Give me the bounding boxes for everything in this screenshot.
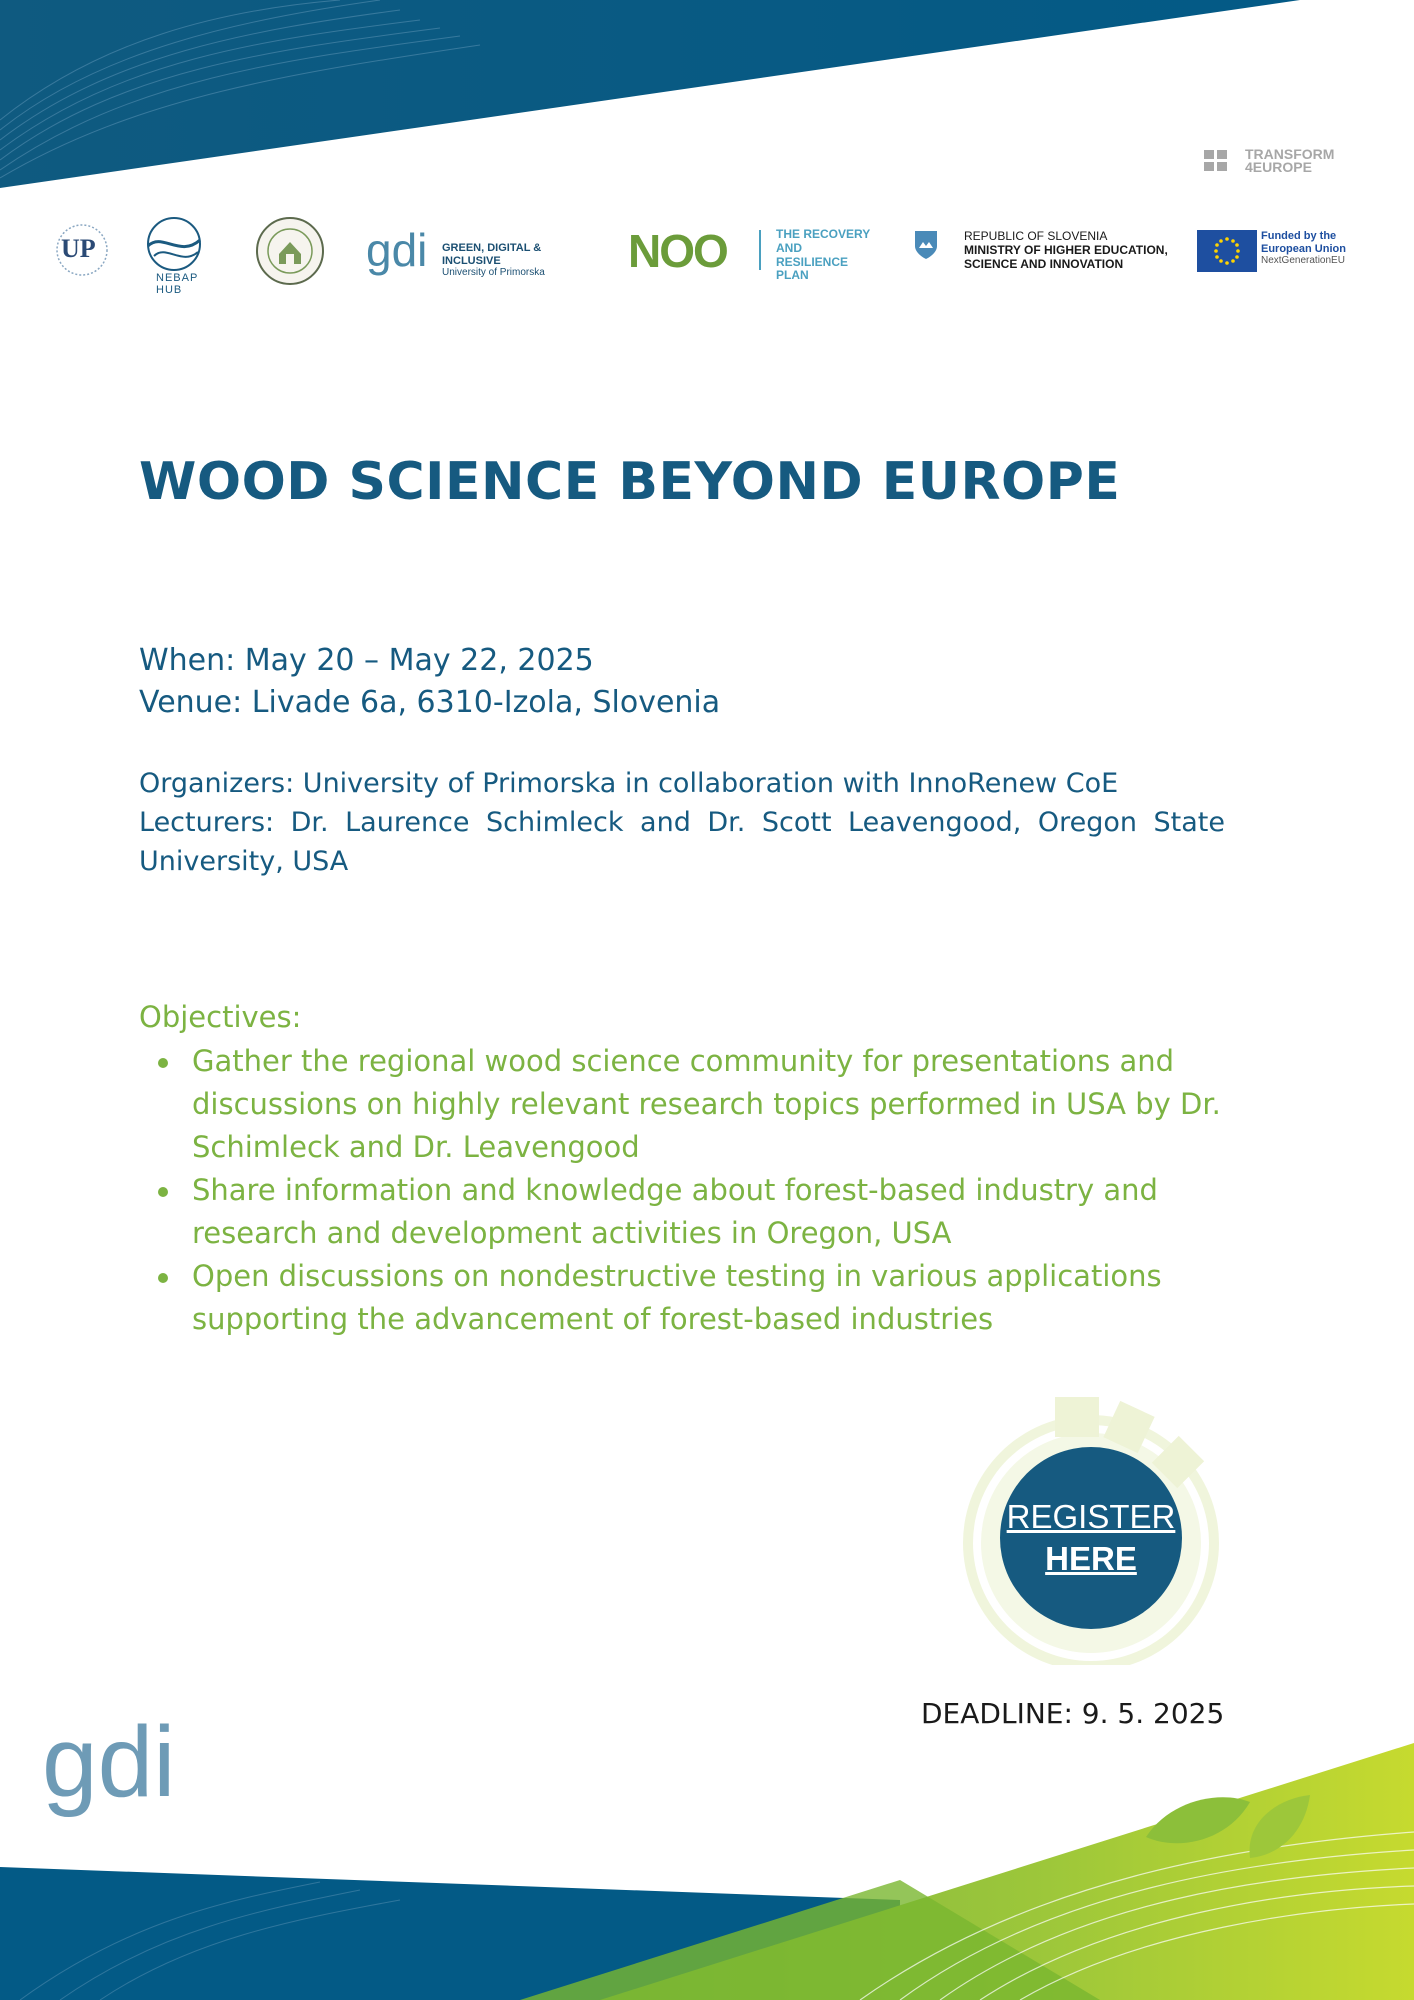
slovenia-coat-of-arms-icon	[914, 230, 938, 260]
eu-line2: European Union	[1261, 242, 1346, 255]
event-venue: Venue: Livade 6a, 6310-Izola, Slovenia	[139, 685, 721, 720]
organizers-text: Organizers: University of Primorska in collaboration with InnoRenew CoE	[139, 768, 1119, 799]
eu-line3: NextGenerationEU	[1261, 255, 1345, 267]
up-letters: UP	[61, 234, 96, 263]
gdi-header-logo	[366, 224, 598, 284]
noo-line1: THE RECOVERY	[776, 227, 871, 241]
lecturers-text: Lecturers: Dr. Laurence Schimleck and Dr. Scott Leavengood, Oregon State University, USA	[139, 807, 1225, 877]
transform-line2: 4EUROPE	[1245, 159, 1312, 175]
register-line1: REGISTER	[1006, 1498, 1176, 1535]
objective-item: Gather the regional wood science community for presentations and discussions on highly relevant research topics performed in USA by Dr. Schimleck and Dr. Leavengood	[139, 1040, 1225, 1169]
transform-line1: TRANSFORM	[1245, 146, 1335, 162]
event-date: When: May 20 – May 22, 2025	[139, 643, 594, 678]
ministry-line2: MINISTRY OF HIGHER EDUCATION,	[964, 242, 1168, 257]
eu-funding-logo	[1197, 230, 1357, 274]
register-button[interactable]	[1000, 1447, 1182, 1629]
register-line2: HERE	[1045, 1540, 1137, 1577]
registration-deadline: DEADLINE: 9. 5. 2025	[921, 1697, 1225, 1730]
footer-wave-band	[0, 1740, 1414, 2000]
objectives-heading: Objectives:	[139, 1000, 302, 1034]
noo-line3: PLAN	[776, 268, 809, 283]
objective-item: Open discussions on nondestructive testing in various applications supporting the advancement of forest-based industries	[139, 1255, 1225, 1341]
noo-mark: NOO	[628, 225, 727, 277]
gdi-mark: gdi	[366, 224, 428, 276]
nebap-text: NEBAP HUB	[156, 272, 199, 296]
noo-line2: AND RESILIENCE	[776, 240, 849, 269]
page-title: WOOD SCIENCE BEYOND EUROPE	[139, 452, 1121, 512]
innorenew-logo	[255, 216, 325, 286]
gdi-title: GREEN, DIGITAL & INCLUSIVE	[442, 242, 542, 267]
organizers-block	[139, 764, 1225, 881]
objectives-list	[139, 1040, 1225, 1341]
noo-logo	[628, 225, 873, 283]
eu-line1: Funded by the	[1261, 230, 1337, 242]
nebap-wave-icon	[140, 214, 212, 274]
ministry-logo	[914, 228, 1170, 280]
transform-squares-icon	[1202, 148, 1232, 174]
nebap-hub-logo	[140, 214, 212, 296]
gdi-subtitle: University of Primorska	[442, 267, 545, 279]
ministry-line1: REPUBLIC OF SLOVENIA	[964, 229, 1108, 243]
innorenew-house-icon	[255, 216, 325, 286]
transform4europe-logo	[1202, 148, 1354, 174]
objective-item: Share information and knowledge about forest-based industry and research and development activities in Oregon, USA	[139, 1169, 1225, 1255]
up-logo	[55, 214, 113, 286]
eu-flag-icon	[1197, 230, 1257, 272]
gdi-footer-mark: gdi	[42, 1706, 176, 1818]
ministry-line3: SCIENCE AND INNOVATION	[964, 256, 1124, 271]
